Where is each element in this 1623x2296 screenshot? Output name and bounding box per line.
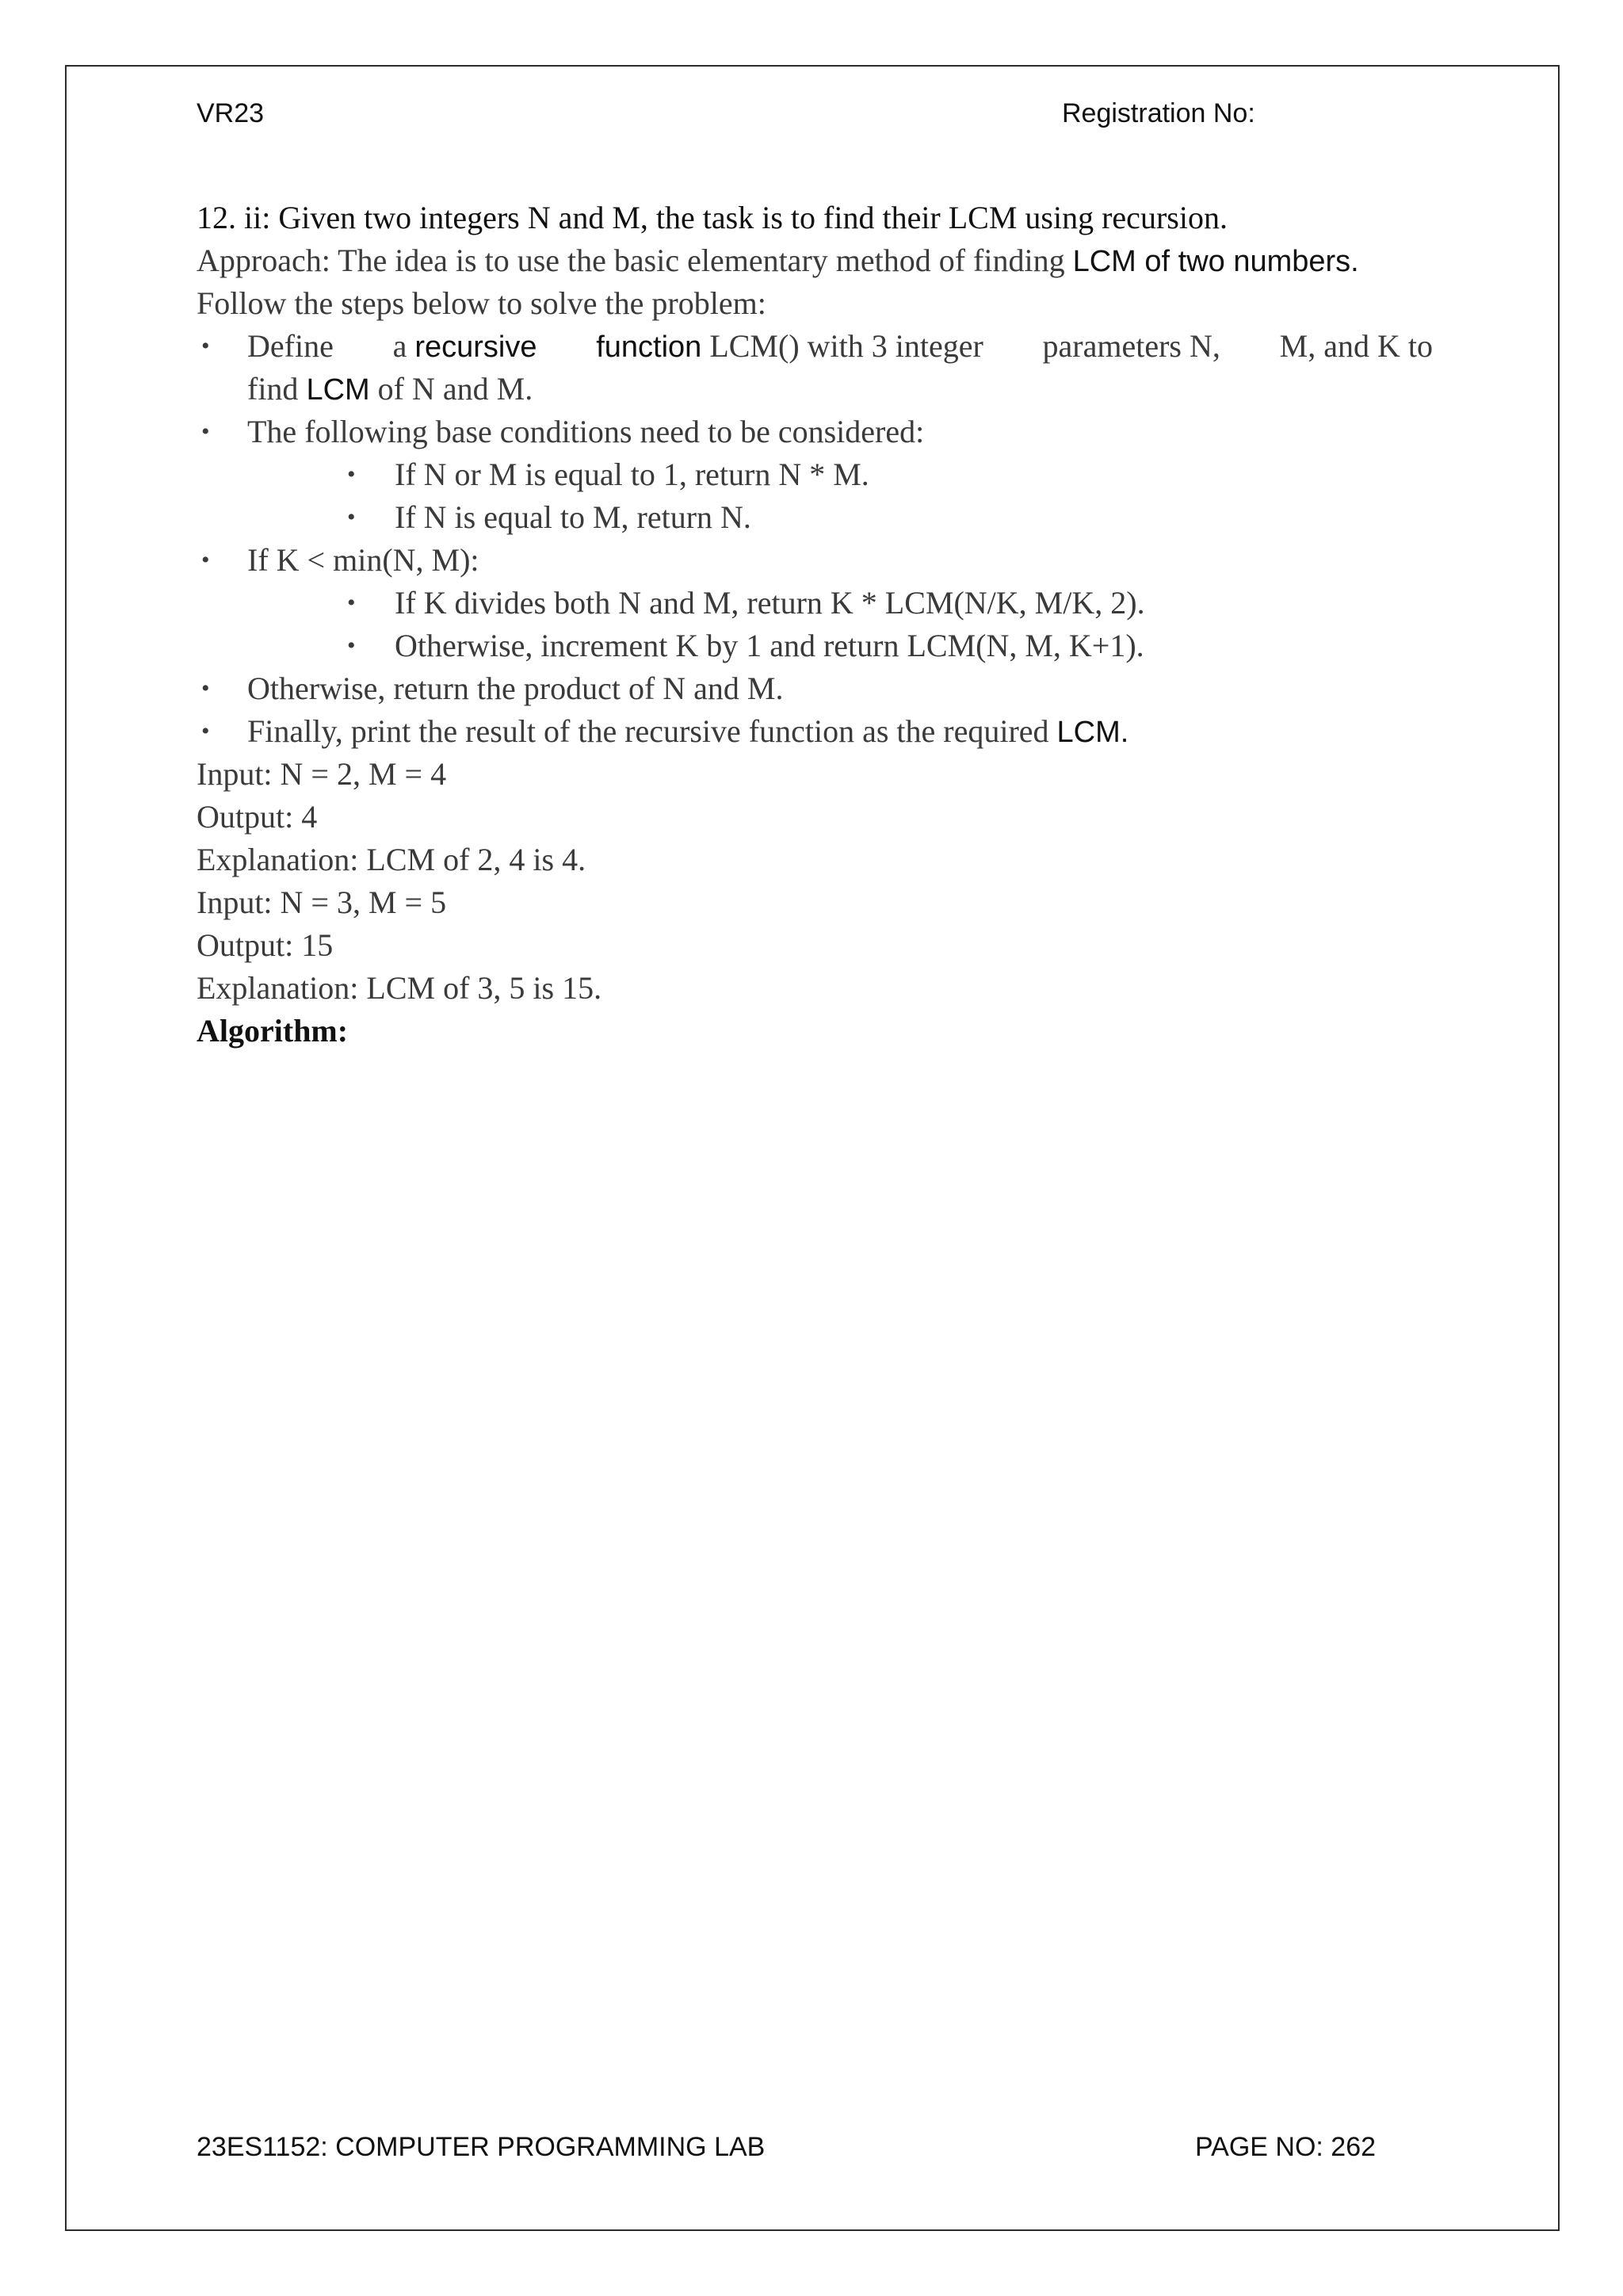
bullet-icon: • [347, 504, 356, 530]
word: function [596, 330, 702, 364]
example-explanation-2: Explanation: LCM of 3, 5 is 15. [197, 970, 602, 1006]
word: LCM() with 3 integer [709, 328, 983, 364]
bullet-icon: • [201, 547, 210, 573]
example-explanation-1: Explanation: LCM of 2, 4 is 4. [197, 842, 586, 877]
word: LCM [306, 373, 370, 407]
word: M, and K to [1279, 328, 1433, 364]
list-item [197, 411, 1433, 453]
sub-list-item-text: If N is equal to M, return N. [395, 499, 751, 535]
example-input-1: Input: N = 2, M = 4 [197, 756, 447, 792]
sub-list-item [197, 625, 1433, 667]
word: a [392, 328, 407, 364]
list-item [197, 710, 1433, 753]
bullet-icon: • [201, 418, 210, 445]
approach-suffix: LCM of two numbers. [1072, 245, 1359, 278]
sub-list-item-text: Otherwise, increment K by 1 and return LCM(N, M, K+1). [395, 628, 1144, 663]
word-group [596, 325, 983, 369]
sub-list-item [197, 496, 1433, 539]
bullet-icon: • [347, 461, 356, 487]
document-body [197, 197, 1433, 1052]
header-version: VR23 [197, 98, 265, 128]
approach-line [197, 239, 1433, 282]
list-item [197, 667, 1433, 710]
follow-steps-line: Follow the steps below to solve the problem: [197, 285, 766, 321]
header-registration-label: Registration No: [1062, 98, 1255, 128]
list-item-text: Otherwise, return the product of N and M. [247, 670, 784, 706]
word: parameters N, [1042, 328, 1220, 364]
word: find [247, 371, 299, 407]
list-item-text-part: LCM. [1056, 716, 1129, 749]
list-item-text-part: Finally, print the result of the recursive function as the required [247, 713, 1049, 749]
footer-page-number: PAGE NO: 262 [1195, 2132, 1377, 2162]
list-item-text: The following base conditions need to be considered: [247, 414, 925, 449]
word: Define [247, 328, 334, 364]
sub-list-item [197, 453, 1433, 496]
problem-title: 12. ii: Given two integers N and M, the task is to find their LCM using recursion. [197, 200, 1228, 235]
sub-list-item-text: If K divides both N and M, return K * LCM(N/K, M/K, 2). [395, 585, 1145, 621]
example-output-2: Output: 15 [197, 927, 334, 963]
word-group [393, 325, 537, 369]
algorithm-heading: Algorithm: [197, 1013, 349, 1049]
list-item [197, 539, 1433, 582]
justified-row [247, 325, 1433, 369]
bullet-icon: • [201, 675, 210, 701]
list-item-text: If K < min(N, M): [247, 542, 479, 578]
sub-list-item-text: If N or M is equal to 1, return N * M. [395, 457, 869, 492]
bullet-icon: • [347, 590, 356, 616]
example-output-1: Output: 4 [197, 799, 318, 835]
list-item-text [247, 710, 1128, 754]
bullet-icon: • [347, 632, 356, 659]
approach-text: Approach: The idea is to use the basic elementary method of finding [197, 243, 1065, 278]
bullet-icon: • [201, 718, 210, 744]
footer-course-title: 23ES1152: COMPUTER PROGRAMMING LAB [197, 2132, 766, 2162]
word: recursive [414, 330, 537, 364]
bullet-icon: • [201, 333, 210, 359]
list-item-continuation [197, 368, 1433, 411]
word: of N and M. [377, 371, 533, 407]
sub-list-item [197, 582, 1433, 625]
list-item [197, 325, 1433, 368]
example-input-2: Input: N = 3, M = 5 [197, 884, 447, 920]
